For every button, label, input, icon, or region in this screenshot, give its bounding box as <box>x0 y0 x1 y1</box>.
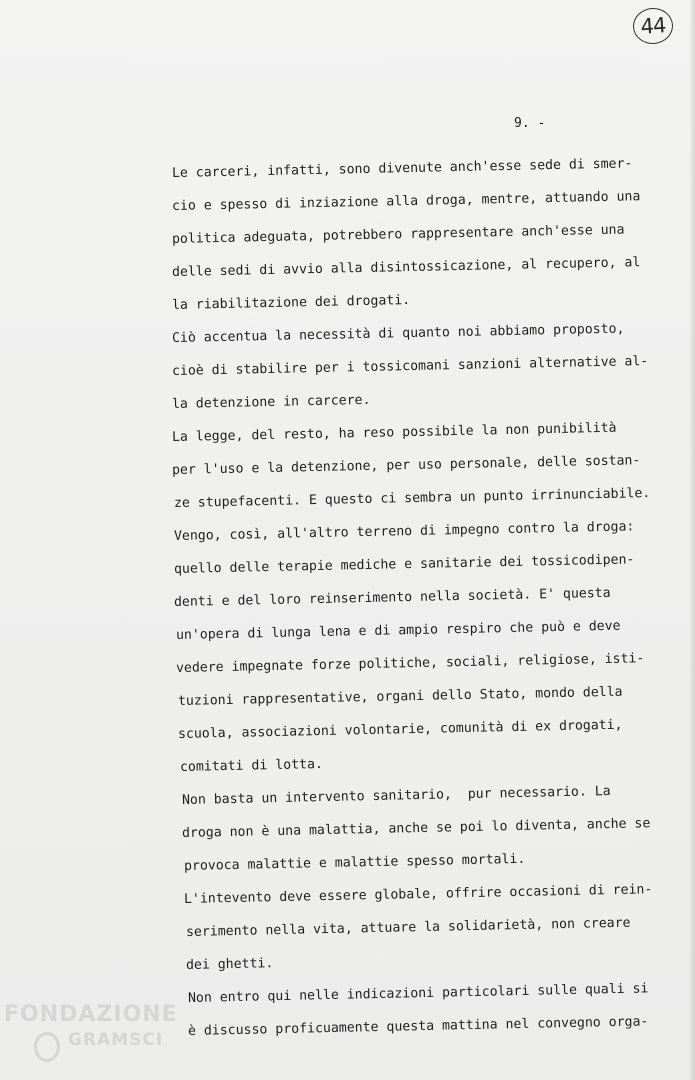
archive-number-stamp: 44 <box>632 7 674 46</box>
text-line: la riabilitazione dei drogati. <box>171 293 411 313</box>
text-line: Non entro qui nelle indicazioni particolari sulle quali si <box>187 981 649 1006</box>
text-line: L'intevento deve essere globale, offrire occasioni di rein- <box>183 882 653 907</box>
text-line: dei ghetti. <box>185 956 274 973</box>
text-line: Le carceri, infatti, sono divenute anch'esse sede di smer- <box>171 156 633 181</box>
text-line: cio e spesso di inziazione alla droga, mentre, attuando una <box>171 189 641 214</box>
text-line: Vengo, così, all'altro terreno di impegno contro la droga: <box>173 519 635 544</box>
watermark-line-2: GRAMSCI <box>68 1030 164 1050</box>
watermark-logo-icon <box>34 1032 60 1062</box>
text-line: scuola, associazioni volontarie, comunità di ex drogati, <box>177 717 623 742</box>
text-line: delle sedi di avvio alla disintossicazione, al recupero, al <box>171 255 641 280</box>
text-line: per l'uso e la detenzione, per uso personale, delle sostan- <box>171 453 641 478</box>
text-line: ze stupefacenti. E questo ci sembra un punto irrinunciabile. <box>173 486 651 511</box>
text-line: politica adeguata, potrebbero rappresentare anch'esse una <box>171 222 625 247</box>
text-line: la detenzione in carcere. <box>171 392 371 412</box>
text-line: serimento nella vita, attuare la solidarietà, non creare <box>185 915 631 940</box>
text-line: cioè di stabilire per i tossicomani sanzioni alternative al- <box>171 354 649 379</box>
text-line: tuzioni rappresentative, organi dello Stato, mondo della <box>177 684 623 709</box>
text-line: denti e del loro reinserimento nella società. E' questa <box>173 585 611 610</box>
text-line: un'opera di lunga lena e di ampio respiro che può e deve <box>175 618 621 643</box>
text-line: provoca malattie e malattie spesso mortali. <box>183 851 526 874</box>
text-line: Non basta un intervento sanitario, pur necessario. La <box>181 784 611 808</box>
text-line: è discusso proficuamente questa mattina nel convegno orga- <box>187 1014 649 1039</box>
text-line: Ciò accentua la necessità di quanto noi abbiamo proposto, <box>171 321 625 346</box>
text-line: droga non è una malattia, anche se poi lo diventa, anche se <box>181 816 651 841</box>
page-number: 9. - <box>514 116 546 131</box>
text-line: quello delle terapie mediche e sanitarie dei tossicodipen- <box>173 552 635 577</box>
text-line: comitati di lotta. <box>179 757 324 775</box>
watermark-line-1: FONDAZIONE <box>4 1002 178 1027</box>
fondazione-gramsci-watermark <box>4 1002 178 1072</box>
text-line: vedere impegnate forze politiche, sociali, religiose, isti- <box>175 651 645 676</box>
text-line: La legge, del resto, ha reso possibile la non punibilità <box>171 420 617 445</box>
